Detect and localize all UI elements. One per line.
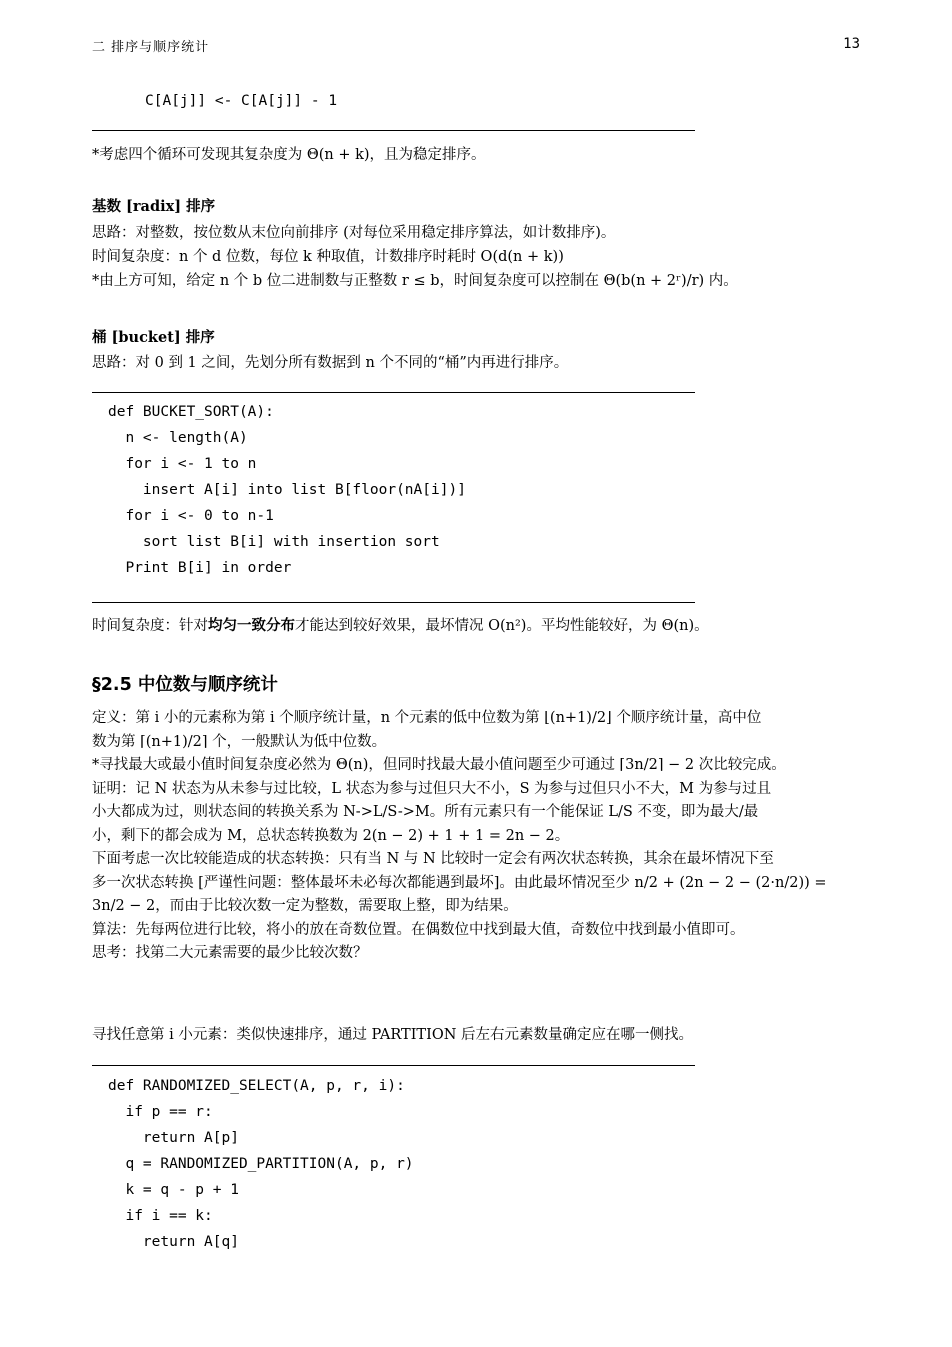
radix-sort-note: *由上方可知，给定 n 个 b 位二进制数与正整数 r ≤ b，时间复杂度可以控制在 Θ(b(n + 2ʳ)/r) 内。 (92, 273, 738, 289)
radix-sort-idea: 思路：对整数，按位数从末位向前排序 (对每位采用稳定排序算法，如计数排序)。 (92, 225, 616, 241)
body-line: 算法：先每两位进行比较，将小的放在奇数位置。在偶数位中找到最大值，奇数位中找到最小值即可。 (92, 921, 745, 938)
code-line: return A[p] (108, 1130, 239, 1146)
code-line: n <- length(A) (108, 430, 248, 446)
radix-sort-heading: 基数 [radix] 排序 (92, 198, 216, 215)
horizontal-rule (92, 1065, 695, 1066)
body-line: 小大都成为过，则状态间的转换关系为 N->L/S->M。所有元素只有一个能保证 L/S 不变，即为最大/最 (92, 804, 759, 820)
body-line: 小，剩下的都会成为 M，总状态转换数为 2(n − 2) + 1 + 1 = 2n − 2。 (92, 827, 570, 844)
body-line: 证明：记 N 状态为从未参与过比较，L 状态为参与过但只大不小，S 为参与过但只小不大，M 为参与过且 (92, 780, 772, 797)
code-line: insert A[i] into list B[floor(nA[i])] (108, 482, 466, 498)
section-body (92, 707, 864, 966)
running-header-chapter: 二 排序与顺序统计 (92, 40, 210, 55)
bucket-sort-complexity (92, 614, 709, 638)
body-line: 3n/2 − 2，而由于比较次数一定为整数，需要取上整，即为结果。 (92, 898, 518, 914)
body-line: 数为第 ⌈(n+1)/2⌉ 个，一般默认为低中位数。 (92, 733, 387, 750)
body-line: 定义：第 i 小的元素称为第 i 个顺序统计量，n 个元素的低中位数为第 ⌊(n+1)/2⌋ 个顺序统计量，高中位 (92, 710, 762, 726)
body-line: 多一次状态转换 [严谨性问题：整体最坏未必每次都能遇到最坏]。由此最坏情况至少 n/2 + (2n − 2 − (2·n/2)) = (92, 874, 827, 891)
randomized-select-intro: 寻找任意第 i 小元素：类似快速排序，通过 PARTITION 后左右元素数量确定应在哪一侧找。 (92, 1027, 694, 1043)
complexity-prefix: 时间复杂度：针对 (92, 618, 208, 634)
bucket-sort-heading: 桶 [bucket] 排序 (92, 329, 215, 346)
code-line: for i <- 1 to n (108, 456, 257, 472)
horizontal-rule (92, 130, 695, 131)
code-line: def RANDOMIZED_SELECT(A, p, r, i): (108, 1078, 405, 1094)
code-line: sort list B[i] with insertion sort (108, 534, 440, 550)
horizontal-rule (92, 602, 695, 603)
code-line: Print B[i] in order (108, 560, 292, 576)
code-line: if i == k: (108, 1208, 213, 1224)
complexity-emphasis: 均匀一致分布 (208, 617, 295, 634)
code-line: return A[q] (108, 1234, 239, 1250)
section-heading: §2.5 中位数与顺序统计 (92, 675, 278, 695)
body-line: 思考：找第二大元素需要的最少比较次数？ (92, 945, 368, 961)
code-line: def BUCKET_SORT(A): (108, 404, 274, 420)
page-number: 13 (843, 36, 860, 52)
body-line: 下面考虑一次比较能造成的状态转换：只有当 N 与 N 比较时一定会有两次状态转换，其余在最坏情况下至 (92, 851, 774, 867)
code-line: k = q - p + 1 (108, 1182, 239, 1198)
complexity-suffix: 才能达到较好效果，最坏情况 O(n²)。平均性能较好，为 Θ(n)。 (295, 618, 709, 634)
code-line-counting-sort: C[A[j]] <- C[A[j]] - 1 (145, 93, 338, 109)
horizontal-rule (92, 392, 695, 393)
code-line: q = RANDOMIZED_PARTITION(A, p, r) (108, 1156, 414, 1172)
radix-sort-complexity: 时间复杂度：n 个 d 位数，每位 k 种取值，计数排序时耗时 O(d(n + k)) (92, 249, 564, 265)
body-line: *寻找最大或最小值时间复杂度必然为 Θ(n)，但同时找最大最小值问题至少可通过 ⌈3n/2⌉ − 2 次比较完成。 (92, 757, 786, 773)
code-line: for i <- 0 to n-1 (108, 508, 274, 524)
code-line: if p == r: (108, 1104, 213, 1120)
bucket-sort-idea: 思路：对 0 到 1 之间，先划分所有数据到 n 个不同的“桶”内再进行排序。 (92, 355, 569, 371)
counting-sort-note: *考虑四个循环可发现其复杂度为 Θ(n + k)，且为稳定排序。 (92, 147, 486, 163)
